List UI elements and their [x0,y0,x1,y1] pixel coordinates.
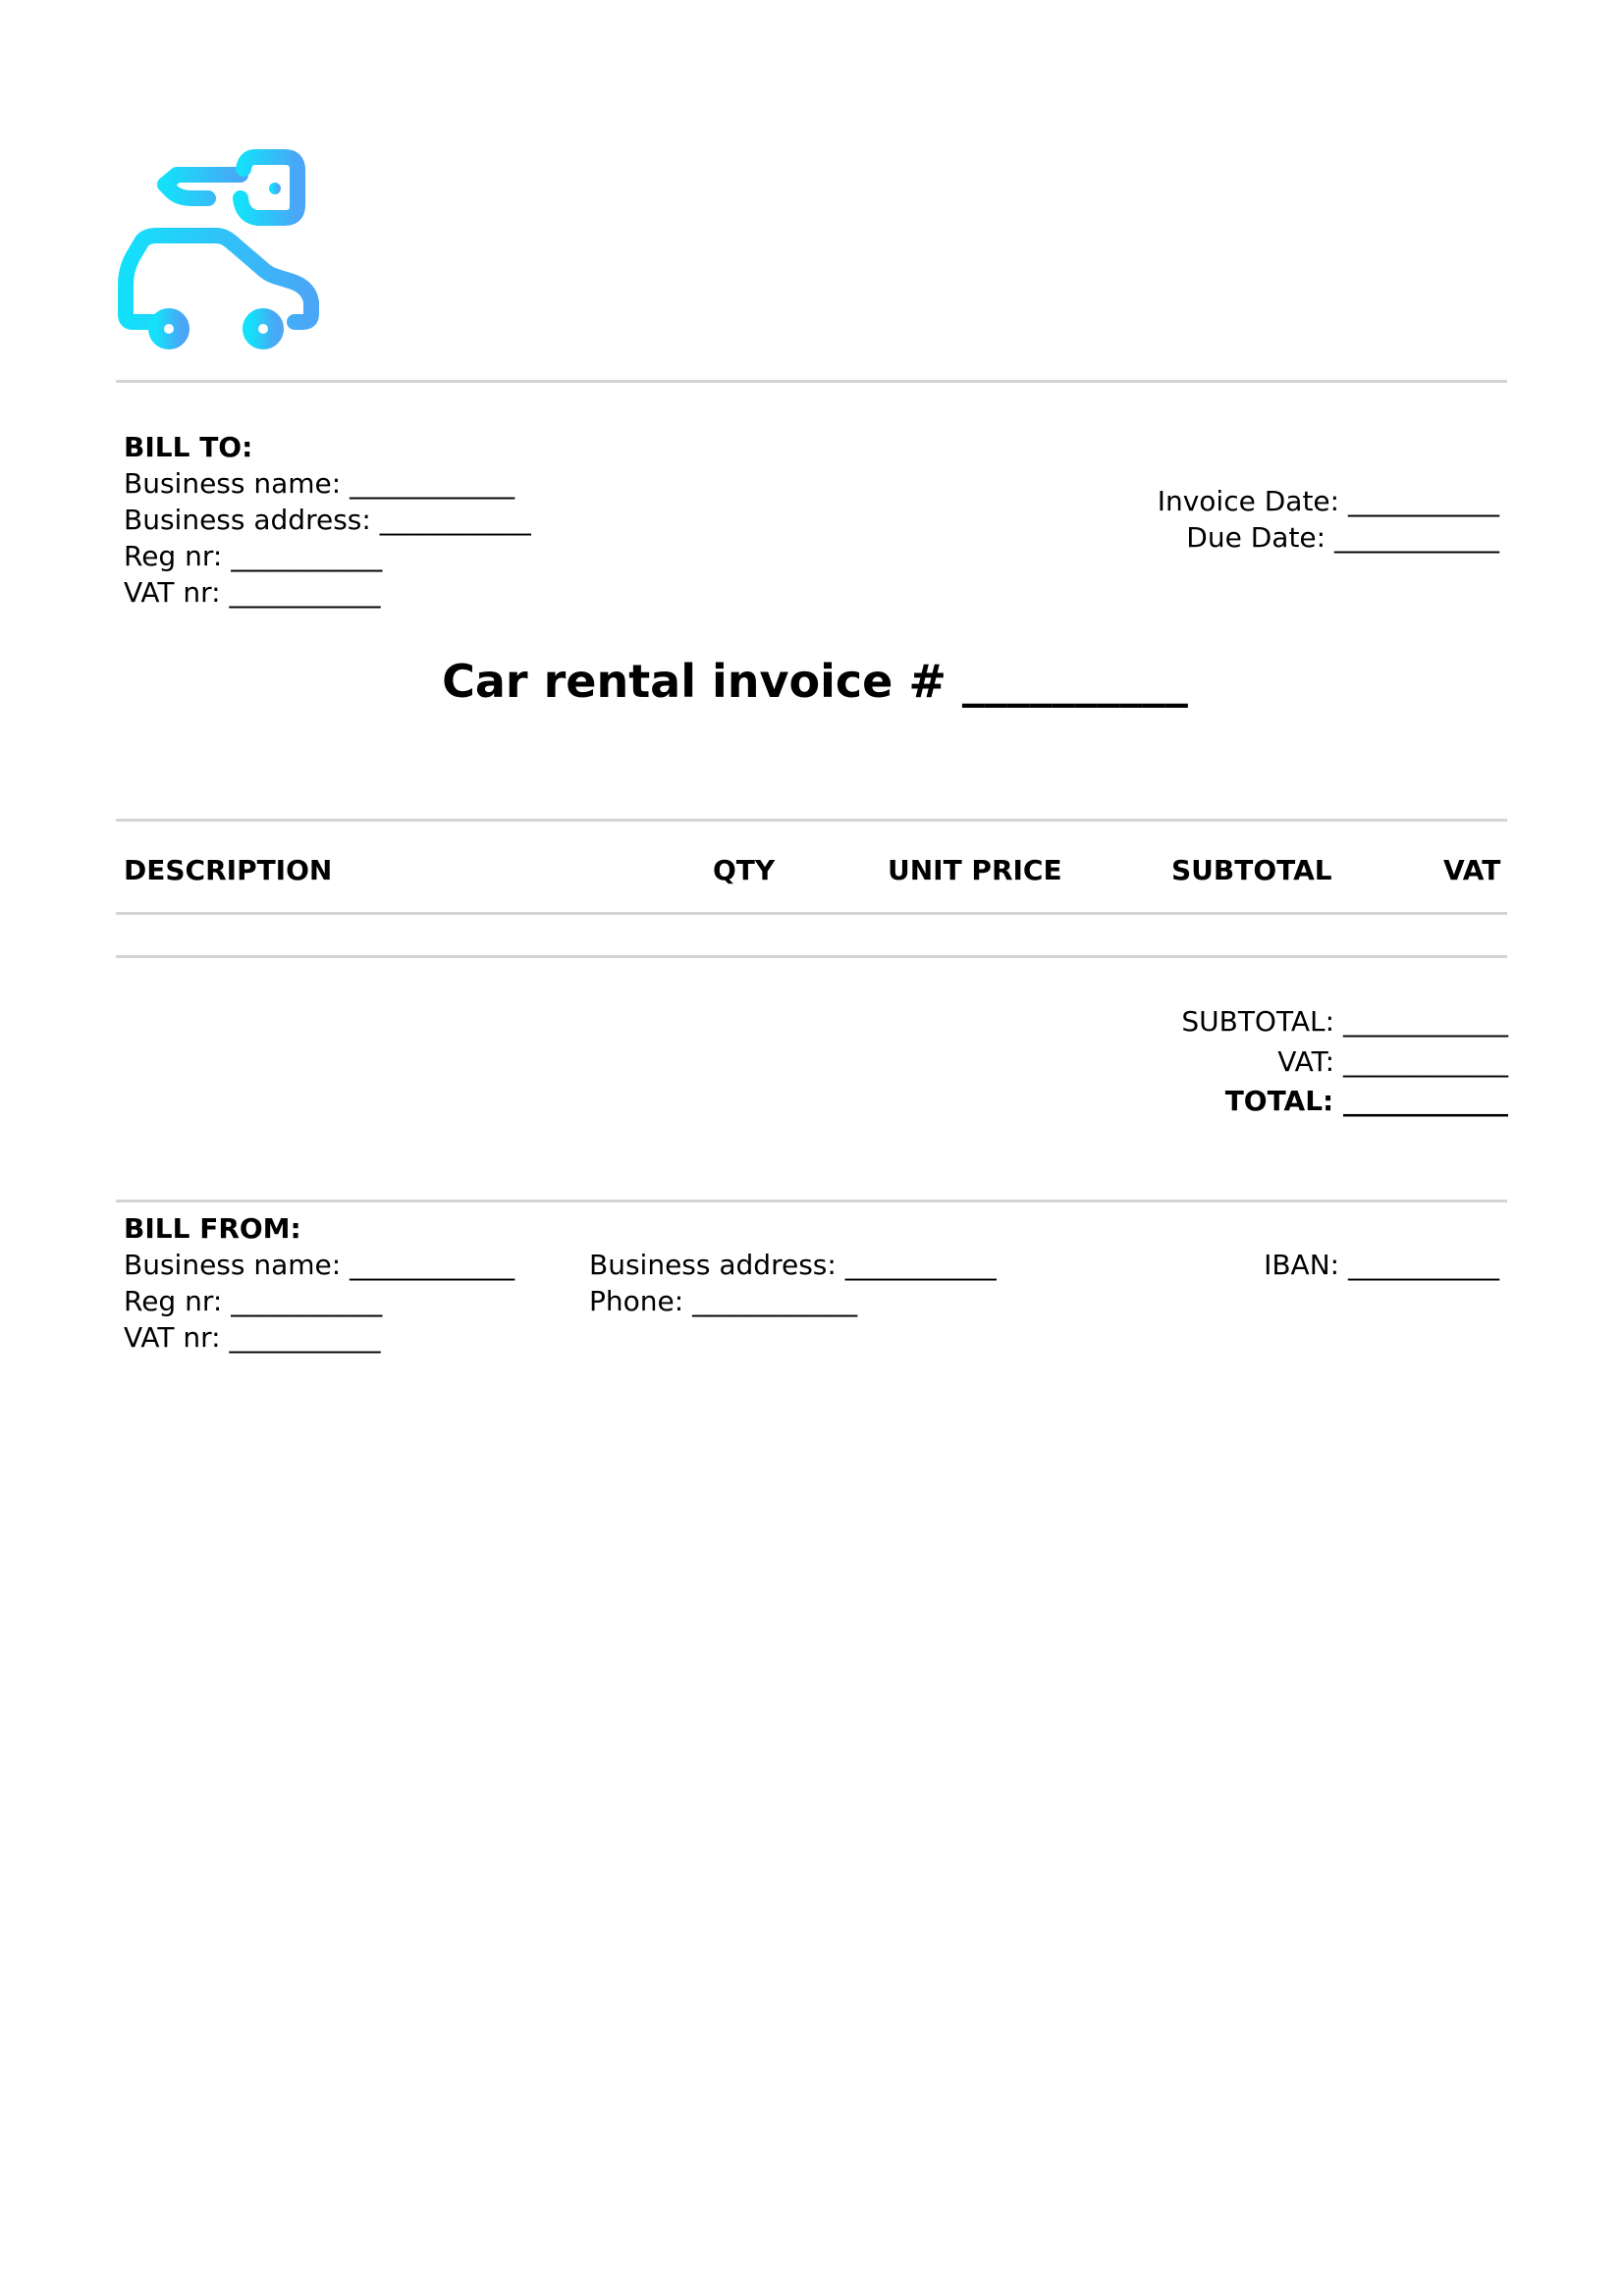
bill-from-divider [116,1200,1507,1202]
column-header-subtotal: SUBTOTAL [1171,854,1332,886]
header-divider [116,380,1507,383]
bill-from-reg-nr-value: ___________ [231,1285,383,1317]
table-bottom-divider [116,955,1507,958]
bill-from-business-address: Business address: ___________ [589,1249,997,1281]
invoice-number-value: __________ [961,655,1188,708]
bill-to-heading: BILL TO: [124,431,253,463]
table-top-divider [116,819,1507,822]
bill-from-business-name: Business name: ____________ [124,1249,515,1281]
bill-to-business-name-value: ____________ [350,467,515,500]
bill-from-iban-value: ___________ [1348,1249,1499,1281]
table-header-divider [116,912,1507,915]
vat-value: ____________ [1343,1045,1508,1078]
column-header-vat: VAT [1443,854,1501,886]
bill-to-reg-nr: Reg nr: ___________ [124,540,383,572]
subtotal-value: ____________ [1343,1005,1508,1038]
car-key-icon [98,128,353,373]
bill-from-phone-value: ____________ [692,1285,858,1317]
bill-from-phone: Phone: ____________ [589,1285,858,1317]
totals-vat: VAT: ____________ [1277,1045,1508,1078]
due-date: Due Date: ____________ [1186,521,1499,554]
bill-to-vat-nr: VAT nr: ___________ [124,576,381,609]
bill-from-reg-nr: Reg nr: ___________ [124,1285,383,1317]
invoice-date: Invoice Date: ___________ [1157,485,1499,517]
bill-from-iban: IBAN: ___________ [1264,1249,1499,1281]
column-header-description: DESCRIPTION [124,854,333,886]
due-date-value: ____________ [1334,521,1499,554]
bill-from-vat-nr: VAT nr: ___________ [124,1321,381,1354]
invoice-date-value: ___________ [1348,485,1499,517]
totals-subtotal: SUBTOTAL: ____________ [1181,1005,1508,1038]
bill-to-business-name: Business name: ____________ [124,467,515,500]
bill-from-business-name-value: ____________ [350,1249,515,1281]
bill-to-business-address: Business address: ___________ [124,504,531,536]
column-header-qty: QTY [713,854,776,886]
totals-total: TOTAL: ____________ [1224,1085,1508,1117]
bill-from-business-address-value: ___________ [844,1249,997,1281]
bill-from-heading: BILL FROM: [124,1212,301,1245]
bill-to-business-address-value: ___________ [379,504,531,536]
bill-to-reg-nr-value: ___________ [231,540,383,572]
bill-to-vat-nr-value: ___________ [229,576,381,609]
total-value: ____________ [1343,1085,1508,1117]
bill-from-vat-nr-value: ___________ [229,1321,381,1354]
column-header-unit-price: UNIT PRICE [888,854,1062,886]
page-title: Car rental invoice # __________ [442,655,1188,708]
